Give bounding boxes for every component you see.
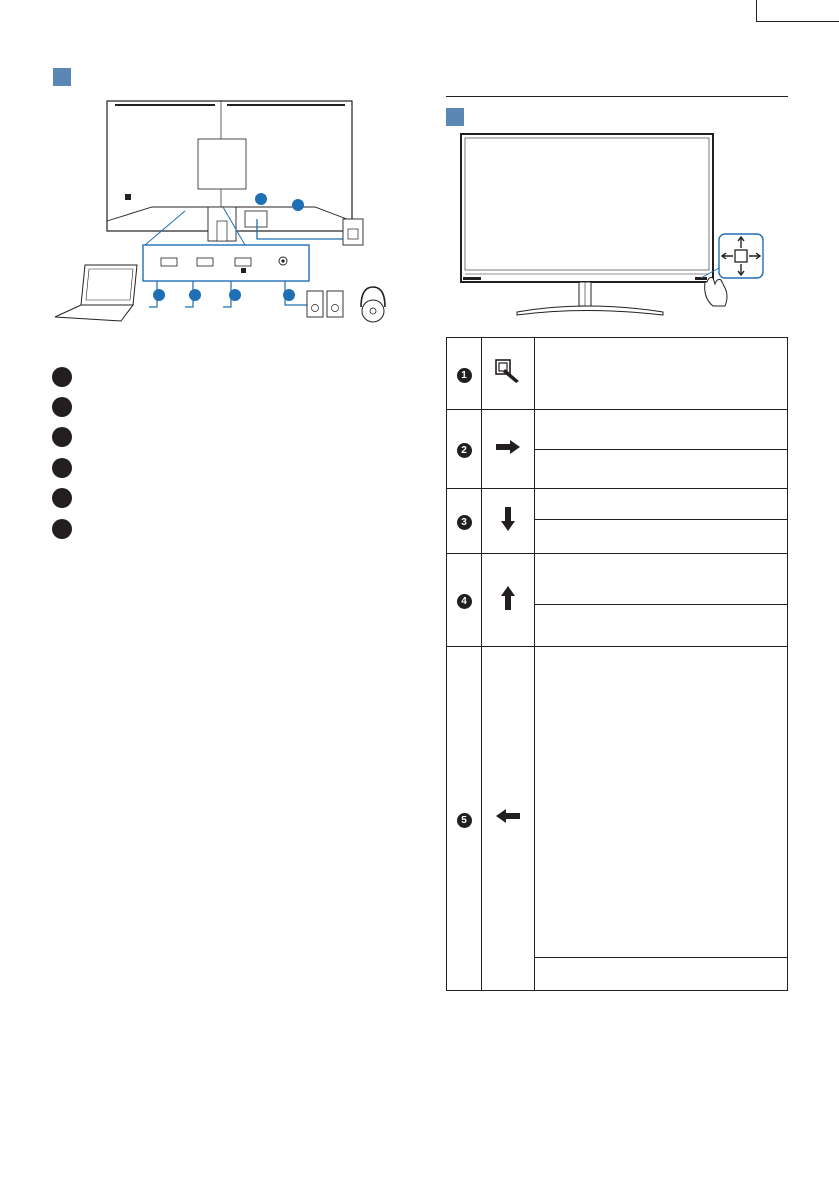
legend-number-5 [52,488,72,508]
legend-number-1 [52,367,72,387]
table-row [447,647,788,958]
description-cell [535,410,788,450]
row-number-cell [447,489,482,554]
callout-6 [292,199,304,211]
row-number-cell [447,554,482,647]
vesa-plate [198,139,246,189]
table-row [447,554,788,605]
description-cell [535,338,788,410]
row-number: 5 [457,813,472,828]
stand-base [517,306,663,315]
hdmi-port-1 [161,258,177,266]
icon-cell [482,647,535,991]
arrow-down-icon [500,505,516,533]
hand-icon [705,278,727,307]
speaker-left [307,291,323,317]
legend-number-3 [52,427,72,447]
icon-cell [482,489,535,554]
section-marker [446,108,464,126]
row-number-cell [447,410,482,489]
icon-cell [482,554,535,647]
callout-4 [283,289,295,301]
icon-cell [482,338,535,410]
description-cell [535,450,788,489]
crop-mark [756,0,757,22]
legend-number-4 [52,458,72,478]
callout-1 [153,289,165,301]
callout-5 [255,193,267,205]
legend-number-2 [52,397,72,417]
controls-table [446,337,788,991]
section-marker [53,68,71,86]
crop-mark [756,21,839,22]
table-row [447,489,788,520]
row-number: 3 [457,515,472,530]
legend-number-6 [52,519,72,539]
arrow-right-icon [494,439,522,455]
description-cell [535,489,788,520]
description-cell [535,647,788,958]
hdmi-port-2 [197,258,213,266]
row-number-cell [447,647,482,991]
ok-button-icon [493,357,523,385]
row-number: 1 [457,368,472,383]
callout-2 [189,289,201,301]
callout-3 [229,289,241,301]
wall-outlet [343,219,363,245]
power-port [245,211,267,227]
laptop [81,265,137,305]
icon-cell [482,410,535,489]
section-divider [446,96,788,97]
displayport [235,258,251,266]
monitor-front-diagram [455,128,775,318]
speaker-right [327,291,343,317]
connection-diagram [45,95,395,335]
arrow-up-icon [500,584,516,612]
table-row [447,338,788,410]
row-number-cell [447,338,482,410]
row-number: 4 [457,594,472,609]
row-number: 2 [457,443,472,458]
monitor-screen [465,138,709,270]
description-cell [535,958,788,991]
arrow-left-icon [494,808,522,824]
description-cell [535,605,788,647]
description-cell [535,554,788,605]
table-row [447,410,788,450]
description-cell [535,520,788,554]
